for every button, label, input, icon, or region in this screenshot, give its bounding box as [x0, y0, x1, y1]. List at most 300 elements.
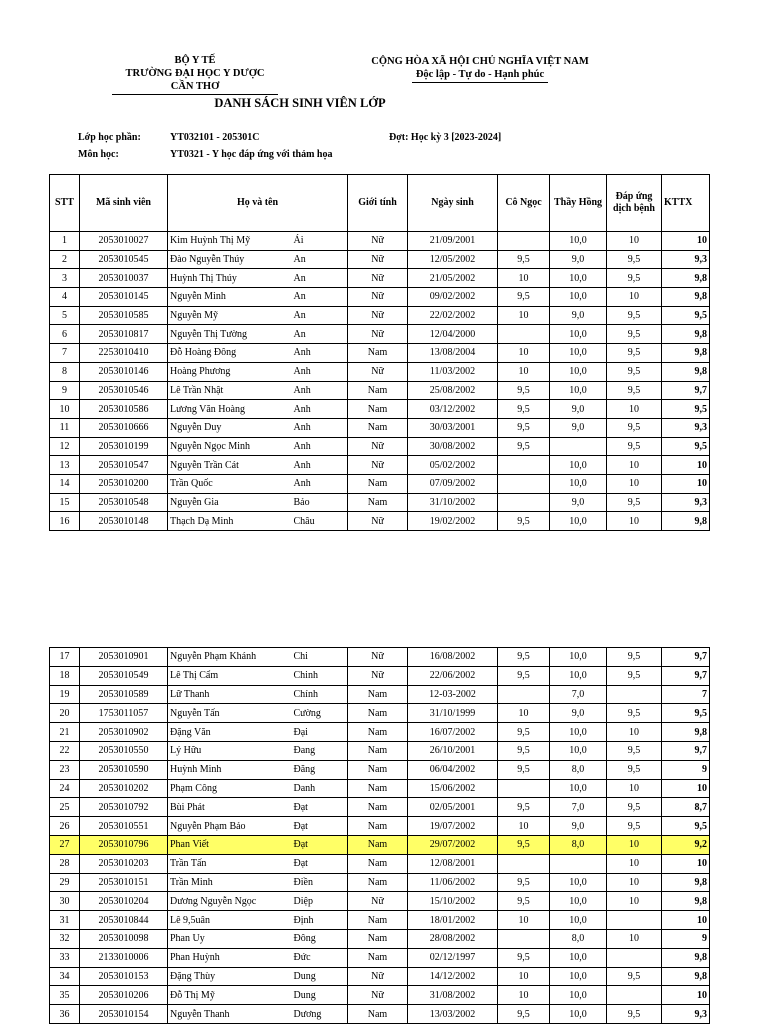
- col-kttx: KTTX: [662, 175, 710, 232]
- university-name: TRƯỜNG ĐẠI HỌC Y DƯỢC CẦN THƠ: [112, 67, 278, 95]
- row-student-id: 2053010200: [80, 474, 168, 493]
- row-last-name: Nguyễn Phạm Bảo: [168, 817, 292, 836]
- row-dob: 12/08/2001: [408, 854, 498, 873]
- row-last-name: Nguyễn Ngọc Minh: [168, 437, 292, 456]
- row-last-name: Đỗ Thị Mỹ: [168, 986, 292, 1005]
- row-score-co-ngoc: 10: [498, 911, 550, 930]
- row-score-dap-ung: 9,5: [607, 760, 662, 779]
- row-score-thay-hong: [550, 437, 607, 456]
- row-first-name: An: [292, 325, 348, 344]
- row-dob: 31/10/2002: [408, 493, 498, 512]
- row-gender: Nữ: [348, 232, 408, 251]
- table-row: [50, 741, 710, 760]
- row-student-id: 2053010546: [80, 381, 168, 400]
- republic-name: CỘNG HÒA XÃ HỘI CHỦ NGHĨA VIỆT NAM: [371, 56, 589, 67]
- row-score-co-ngoc: 10: [498, 986, 550, 1005]
- row-first-name: An: [292, 269, 348, 288]
- row-student-id: 2053010585: [80, 306, 168, 325]
- row-student-id: 2253010410: [80, 344, 168, 363]
- row-score-dap-ung: [607, 986, 662, 1005]
- row-score-thay-hong: 10,0: [550, 948, 607, 967]
- row-score-thay-hong: 9,0: [550, 250, 607, 269]
- table-row: [50, 929, 710, 948]
- row-student-id: 2053010153: [80, 967, 168, 986]
- row-stt: 3: [50, 269, 80, 288]
- row-score-thay-hong: 10,0: [550, 381, 607, 400]
- row-kttx: 9,7: [662, 741, 710, 760]
- row-score-thay-hong: 9,0: [550, 493, 607, 512]
- row-kttx: 9,8: [662, 892, 710, 911]
- row-dob: 02/12/1997: [408, 948, 498, 967]
- row-score-thay-hong: 10,0: [550, 986, 607, 1005]
- row-first-name: Châu: [292, 512, 348, 531]
- row-last-name: Nguyễn Mỹ: [168, 306, 292, 325]
- row-first-name: Ái: [292, 232, 348, 251]
- row-dob: 03/12/2002: [408, 400, 498, 419]
- row-dob: 11/03/2002: [408, 362, 498, 381]
- row-last-name: Đỗ Hoàng Đông: [168, 344, 292, 363]
- row-last-name: Thạch Dạ Minh: [168, 512, 292, 531]
- row-score-dap-ung: 10: [607, 512, 662, 531]
- row-kttx: 9,8: [662, 362, 710, 381]
- row-last-name: Nguyễn Thị Tường: [168, 325, 292, 344]
- row-dob: 25/08/2002: [408, 381, 498, 400]
- table-row: [50, 474, 710, 493]
- row-score-thay-hong: 10,0: [550, 967, 607, 986]
- row-last-name: Lữ Thanh: [168, 685, 292, 704]
- row-score-thay-hong: 10,0: [550, 325, 607, 344]
- row-stt: 4: [50, 288, 80, 307]
- row-score-dap-ung: 10: [607, 232, 662, 251]
- row-student-id: 2053010206: [80, 986, 168, 1005]
- row-kttx: 9,8: [662, 288, 710, 307]
- row-dob: 12-03-2002: [408, 685, 498, 704]
- row-gender: Nam: [348, 344, 408, 363]
- row-last-name: Lý Hữu: [168, 741, 292, 760]
- table-row: [50, 873, 710, 892]
- row-score-dap-ung: 9,5: [607, 1005, 662, 1024]
- table-row: [50, 344, 710, 363]
- row-gender: Nữ: [348, 892, 408, 911]
- row-score-thay-hong: 10,0: [550, 512, 607, 531]
- row-score-thay-hong: 10,0: [550, 344, 607, 363]
- row-kttx: 9,3: [662, 418, 710, 437]
- row-first-name: Đạt: [292, 817, 348, 836]
- table-row: [50, 269, 710, 288]
- row-score-co-ngoc: 10: [498, 817, 550, 836]
- row-gender: Nam: [348, 835, 408, 854]
- row-stt: 10: [50, 400, 80, 419]
- row-score-thay-hong: 10,0: [550, 269, 607, 288]
- row-score-thay-hong: 10,0: [550, 288, 607, 307]
- row-score-co-ngoc: 9,5: [498, 381, 550, 400]
- row-score-dap-ung: 9,5: [607, 362, 662, 381]
- row-score-dap-ung: [607, 948, 662, 967]
- row-last-name: Phan Uy: [168, 929, 292, 948]
- row-score-dap-ung: [607, 911, 662, 930]
- row-dob: 31/10/1999: [408, 704, 498, 723]
- row-score-co-ngoc: [498, 779, 550, 798]
- row-dob: 15/10/2002: [408, 892, 498, 911]
- row-score-co-ngoc: 9,5: [498, 1005, 550, 1024]
- table-row: [50, 362, 710, 381]
- row-dob: 15/06/2002: [408, 779, 498, 798]
- row-dob: 19/07/2002: [408, 817, 498, 836]
- row-student-id: 2053010203: [80, 854, 168, 873]
- row-score-dap-ung: 9,5: [607, 798, 662, 817]
- row-student-id: 2053010902: [80, 723, 168, 742]
- row-score-thay-hong: 9,0: [550, 306, 607, 325]
- row-stt: 25: [50, 798, 80, 817]
- row-last-name: Phan Huỳnh: [168, 948, 292, 967]
- row-stt: 11: [50, 418, 80, 437]
- row-score-co-ngoc: [498, 929, 550, 948]
- row-gender: Nam: [348, 400, 408, 419]
- row-score-co-ngoc: 9,5: [498, 760, 550, 779]
- row-student-id: 2053010550: [80, 741, 168, 760]
- row-stt: 6: [50, 325, 80, 344]
- table-row: [50, 493, 710, 512]
- row-stt: 20: [50, 704, 80, 723]
- row-kttx: 9,5: [662, 817, 710, 836]
- row-score-thay-hong: [550, 854, 607, 873]
- row-dob: 16/08/2002: [408, 648, 498, 667]
- table-row: [50, 418, 710, 437]
- row-dob: 26/10/2001: [408, 741, 498, 760]
- row-stt: 29: [50, 873, 80, 892]
- row-score-thay-hong: 9,0: [550, 400, 607, 419]
- row-score-dap-ung: 10: [607, 456, 662, 475]
- row-score-co-ngoc: 10: [498, 344, 550, 363]
- row-last-name: Dương Nguyễn Ngọc: [168, 892, 292, 911]
- table-row: [50, 437, 710, 456]
- row-gender: Nam: [348, 474, 408, 493]
- row-gender: Nữ: [348, 269, 408, 288]
- republic-header: [360, 55, 600, 83]
- row-stt: 36: [50, 1005, 80, 1024]
- row-first-name: Danh: [292, 779, 348, 798]
- row-score-co-ngoc: 9,5: [498, 873, 550, 892]
- row-score-dap-ung: 9,5: [607, 344, 662, 363]
- row-last-name: Huỳnh Minh: [168, 760, 292, 779]
- row-kttx: 10: [662, 474, 710, 493]
- row-student-id: 2053010589: [80, 685, 168, 704]
- row-last-name: Phạm Công: [168, 779, 292, 798]
- row-kttx: 9,3: [662, 493, 710, 512]
- table-row: [50, 835, 710, 854]
- row-score-co-ngoc: 10: [498, 269, 550, 288]
- row-kttx: 9,3: [662, 250, 710, 269]
- row-student-id: 2053010545: [80, 250, 168, 269]
- row-dob: 21/05/2002: [408, 269, 498, 288]
- row-stt: 13: [50, 456, 80, 475]
- row-last-name: Lê 9,5uân: [168, 911, 292, 930]
- row-student-id: 2053010037: [80, 269, 168, 288]
- row-student-id: 2053010202: [80, 779, 168, 798]
- table-row: [50, 512, 710, 531]
- row-score-dap-ung: 10: [607, 288, 662, 307]
- row-score-thay-hong: 8,0: [550, 760, 607, 779]
- row-stt: 17: [50, 648, 80, 667]
- table-row: [50, 704, 710, 723]
- row-score-dap-ung: 9,5: [607, 306, 662, 325]
- ministry-header: [112, 54, 278, 95]
- row-stt: 22: [50, 741, 80, 760]
- row-first-name: Dung: [292, 967, 348, 986]
- row-gender: Nam: [348, 873, 408, 892]
- row-score-co-ngoc: 9,5: [498, 648, 550, 667]
- row-last-name: Lương Văn Hoàng: [168, 400, 292, 419]
- row-last-name: Kim Huỳnh Thị Mỹ: [168, 232, 292, 251]
- row-first-name: Đăng: [292, 760, 348, 779]
- row-score-thay-hong: 10,0: [550, 232, 607, 251]
- row-gender: Nữ: [348, 986, 408, 1005]
- row-gender: Nam: [348, 929, 408, 948]
- row-score-dap-ung: 9,5: [607, 381, 662, 400]
- row-score-co-ngoc: 9,5: [498, 948, 550, 967]
- row-student-id: 2053010796: [80, 835, 168, 854]
- row-score-co-ngoc: 9,5: [498, 741, 550, 760]
- row-score-co-ngoc: 9,5: [498, 250, 550, 269]
- row-gender: Nữ: [348, 250, 408, 269]
- row-score-thay-hong: 8,0: [550, 929, 607, 948]
- row-first-name: Chi: [292, 648, 348, 667]
- row-gender: Nữ: [348, 648, 408, 667]
- row-score-co-ngoc: [498, 493, 550, 512]
- row-student-id: 2053010590: [80, 760, 168, 779]
- row-stt: 23: [50, 760, 80, 779]
- table-row: [50, 911, 710, 930]
- row-gender: Nam: [348, 760, 408, 779]
- row-score-dap-ung: 10: [607, 892, 662, 911]
- table-row: [50, 817, 710, 836]
- row-stt: 1: [50, 232, 80, 251]
- row-last-name: Nguyễn Gia: [168, 493, 292, 512]
- row-kttx: 9: [662, 760, 710, 779]
- table-row: [50, 306, 710, 325]
- col-thay-hong: Thầy Hồng: [550, 175, 607, 232]
- row-stt: 32: [50, 929, 80, 948]
- row-dob: 09/02/2002: [408, 288, 498, 307]
- row-kttx: 9,8: [662, 873, 710, 892]
- row-dob: 05/02/2002: [408, 456, 498, 475]
- row-kttx: 8,7: [662, 798, 710, 817]
- table-row: [50, 400, 710, 419]
- row-score-thay-hong: 9,0: [550, 704, 607, 723]
- row-kttx: 9,8: [662, 325, 710, 344]
- row-gender: Nữ: [348, 325, 408, 344]
- row-score-dap-ung: 9,5: [607, 250, 662, 269]
- row-score-co-ngoc: [498, 232, 550, 251]
- row-dob: 16/07/2002: [408, 723, 498, 742]
- row-first-name: Anh: [292, 400, 348, 419]
- col-name: Họ và tên: [168, 175, 348, 232]
- row-kttx: 7: [662, 685, 710, 704]
- table-row: [50, 648, 710, 667]
- table-row: [50, 854, 710, 873]
- row-last-name: Lê Thị Cẩm: [168, 666, 292, 685]
- row-dob: 07/09/2002: [408, 474, 498, 493]
- row-first-name: Anh: [292, 474, 348, 493]
- subject-value: YT0321 - Y học đáp ứng với thảm họa: [170, 149, 333, 160]
- row-student-id: 2053010547: [80, 456, 168, 475]
- row-score-thay-hong: 10,0: [550, 873, 607, 892]
- term: Đợt: Học kỳ 3 [2023-2024]: [389, 132, 502, 143]
- table-row: [50, 779, 710, 798]
- row-first-name: Anh: [292, 456, 348, 475]
- row-gender: Nữ: [348, 967, 408, 986]
- row-student-id: 2053010844: [80, 911, 168, 930]
- row-last-name: Lê Trần Nhật: [168, 381, 292, 400]
- row-kttx: 9,5: [662, 437, 710, 456]
- row-dob: 02/05/2001: [408, 798, 498, 817]
- row-first-name: Đức: [292, 948, 348, 967]
- row-dob: 21/09/2001: [408, 232, 498, 251]
- row-gender: Nữ: [348, 456, 408, 475]
- row-student-id: 2053010204: [80, 892, 168, 911]
- row-score-co-ngoc: 9,5: [498, 798, 550, 817]
- row-student-id: 2053010549: [80, 666, 168, 685]
- table-row: [50, 666, 710, 685]
- row-student-id: 2053010148: [80, 512, 168, 531]
- row-first-name: Dung: [292, 986, 348, 1005]
- row-score-co-ngoc: 10: [498, 362, 550, 381]
- row-stt: 24: [50, 779, 80, 798]
- row-gender: Nữ: [348, 362, 408, 381]
- table-row: [50, 325, 710, 344]
- row-dob: 28/08/2002: [408, 929, 498, 948]
- row-student-id: 2053010551: [80, 817, 168, 836]
- row-stt: 16: [50, 512, 80, 531]
- row-student-id: 2133010006: [80, 948, 168, 967]
- row-student-id: 2053010027: [80, 232, 168, 251]
- motto: Độc lập - Tự do - Hạnh phúc: [412, 68, 548, 83]
- row-dob: 31/08/2002: [408, 986, 498, 1005]
- table-row: [50, 723, 710, 742]
- col-stt: STT: [50, 175, 80, 232]
- row-score-dap-ung: 10: [607, 779, 662, 798]
- row-dob: 29/07/2002: [408, 835, 498, 854]
- row-kttx: 10: [662, 854, 710, 873]
- row-first-name: Đạt: [292, 854, 348, 873]
- row-gender: Nam: [348, 1005, 408, 1024]
- row-score-co-ngoc: 9,5: [498, 723, 550, 742]
- table-row: [50, 250, 710, 269]
- row-kttx: 9,7: [662, 666, 710, 685]
- row-dob: 06/04/2002: [408, 760, 498, 779]
- row-score-dap-ung: 10: [607, 723, 662, 742]
- row-gender: Nam: [348, 798, 408, 817]
- row-first-name: Anh: [292, 362, 348, 381]
- row-last-name: Hoàng Phương: [168, 362, 292, 381]
- table-row: [50, 948, 710, 967]
- row-student-id: 2053010199: [80, 437, 168, 456]
- table-row: [50, 760, 710, 779]
- row-kttx: 9,8: [662, 344, 710, 363]
- row-first-name: An: [292, 306, 348, 325]
- col-dap-ung: Đáp ứng dịch bệnh: [607, 175, 662, 232]
- row-last-name: Trần Minh: [168, 873, 292, 892]
- row-score-thay-hong: 10,0: [550, 362, 607, 381]
- row-gender: Nữ: [348, 306, 408, 325]
- row-score-co-ngoc: [498, 456, 550, 475]
- row-kttx: 9,8: [662, 967, 710, 986]
- row-dob: 22/06/2002: [408, 666, 498, 685]
- row-first-name: Đạt: [292, 798, 348, 817]
- row-kttx: 9,5: [662, 400, 710, 419]
- row-score-co-ngoc: 10: [498, 704, 550, 723]
- row-last-name: Phan Viết: [168, 835, 292, 854]
- row-kttx: 10: [662, 779, 710, 798]
- table-row: [50, 892, 710, 911]
- row-stt: 34: [50, 967, 80, 986]
- row-last-name: Nguyễn Thanh: [168, 1005, 292, 1024]
- row-first-name: An: [292, 288, 348, 307]
- table-row: [50, 288, 710, 307]
- row-score-thay-hong: 10,0: [550, 779, 607, 798]
- row-kttx: 10: [662, 911, 710, 930]
- row-dob: 22/02/2002: [408, 306, 498, 325]
- row-dob: 13/03/2002: [408, 1005, 498, 1024]
- row-first-name: Anh: [292, 344, 348, 363]
- row-score-dap-ung: 9,5: [607, 967, 662, 986]
- row-gender: Nữ: [348, 666, 408, 685]
- row-kttx: 9,8: [662, 512, 710, 531]
- row-score-co-ngoc: 10: [498, 306, 550, 325]
- row-score-co-ngoc: 9,5: [498, 400, 550, 419]
- row-stt: 28: [50, 854, 80, 873]
- row-gender: Nam: [348, 381, 408, 400]
- row-student-id: 2053010586: [80, 400, 168, 419]
- table-row: [50, 967, 710, 986]
- document-title: DANH SÁCH SINH VIÊN LỚP: [214, 96, 386, 110]
- row-kttx: 9,7: [662, 381, 710, 400]
- row-last-name: Bùi Phát: [168, 798, 292, 817]
- row-score-dap-ung: 9,5: [607, 704, 662, 723]
- row-score-dap-ung: 9,5: [607, 269, 662, 288]
- row-stt: 21: [50, 723, 80, 742]
- row-stt: 19: [50, 685, 80, 704]
- row-student-id: 2053010548: [80, 493, 168, 512]
- row-kttx: 9,2: [662, 835, 710, 854]
- row-first-name: Cường: [292, 704, 348, 723]
- table-row: [50, 798, 710, 817]
- class-label: Lớp học phần:: [78, 132, 141, 143]
- row-gender: Nam: [348, 779, 408, 798]
- row-last-name: Nguyễn Phạm Khánh: [168, 648, 292, 667]
- row-last-name: Nguyễn Trần Cát: [168, 456, 292, 475]
- row-gender: Nam: [348, 704, 408, 723]
- row-dob: 30/03/2001: [408, 418, 498, 437]
- row-dob: 14/12/2002: [408, 967, 498, 986]
- row-last-name: Đặng Văn: [168, 723, 292, 742]
- row-first-name: Điền: [292, 873, 348, 892]
- row-dob: 12/04/2000: [408, 325, 498, 344]
- row-score-dap-ung: [607, 685, 662, 704]
- row-first-name: Đạt: [292, 835, 348, 854]
- row-score-thay-hong: 10,0: [550, 456, 607, 475]
- row-student-id: 1753011057: [80, 704, 168, 723]
- row-gender: Nam: [348, 948, 408, 967]
- row-kttx: 10: [662, 986, 710, 1005]
- row-gender: Nam: [348, 418, 408, 437]
- row-gender: Nam: [348, 685, 408, 704]
- row-stt: 9: [50, 381, 80, 400]
- row-score-dap-ung: 9,5: [607, 741, 662, 760]
- row-stt: 2: [50, 250, 80, 269]
- row-kttx: 10: [662, 456, 710, 475]
- row-score-dap-ung: 9,5: [607, 325, 662, 344]
